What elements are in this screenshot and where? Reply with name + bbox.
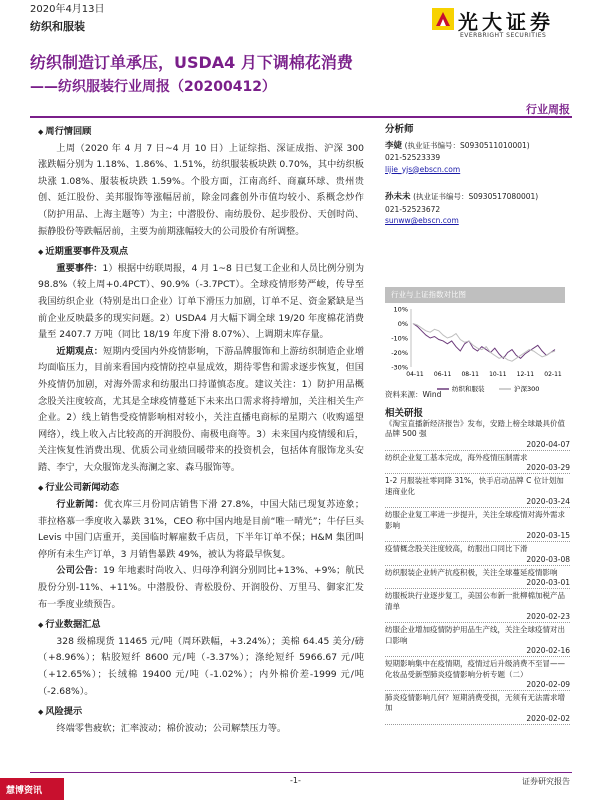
related-report-link[interactable]: 纺服企业增加疫情防护用品生产线，关注全球疫情对出口影响 — [385, 625, 565, 645]
analyst-card — [385, 191, 570, 227]
analyst-email-link[interactable]: sunww@ebscn.com — [385, 216, 459, 225]
section-paragraph — [38, 344, 364, 477]
paragraph-text: 328 级棉现货 11465 元/吨（周环跌幅，+3.24%）；美棉 64.45 美分/磅（+8.96%）；粘胶短纤 8600 元/吨（-3.37%）；涤纶短纤 5966.67 元/吨（+12.65%）；长绒棉 19400 元/吨（-1.02%）；内外棉价差-1999 元/吨（-2.68%）。 — [38, 635, 364, 697]
report-type: 行业周报 — [526, 103, 570, 116]
related-report-date: 2020-02-02 — [385, 714, 570, 725]
series-line-0 — [413, 324, 555, 359]
report-date: 2020年4月13日 — [30, 4, 105, 15]
analyst-name: 李婕 — [385, 140, 403, 151]
related-report-link[interactable]: 1-2 月服装社零同降 31%，快手启动品牌 C 位计划加速商业化 — [385, 476, 564, 496]
analyst-name: 孙未未 — [385, 192, 411, 202]
paragraph-text: 19 年地素时尚收入、归母净利润分别同比+13%、+9%；航民股份分别-11%、+11%。中潜股份、青松股份、开润股份、万里马、御家汇发布一季度业绩预告。 — [38, 565, 365, 610]
section-heading: ◆ 风险提示 — [38, 704, 364, 721]
analyst-card — [385, 140, 570, 176]
related-report-link[interactable]: 纺服板块行业逐步复工，美国公布新一批柳棉加税产品清单 — [385, 591, 565, 611]
legend-label: 沪深300 — [514, 385, 540, 393]
page-number: -1- — [290, 776, 301, 785]
section-heading: ◆ 近期重要事件及观点 — [38, 244, 364, 261]
section-heading: ◆ 行业公司新闻动态 — [38, 480, 364, 497]
brand-logo — [432, 4, 582, 44]
related-report-date: 2020-02-16 — [385, 646, 570, 657]
brand-name-cn: 光大证券 — [458, 10, 554, 34]
related-report-date: 2020-03-29 — [385, 463, 570, 474]
section-heading: ◆ 行业数据汇总 — [38, 617, 364, 634]
related-report-date: 2020-03-15 — [385, 531, 570, 542]
related-report-link[interactable]: 短期影响集中在疫情期，疫情过后升级消费不至冒——化妆品受新型肺炎疫情影响分析专题（二） — [385, 659, 565, 679]
chart-title: 行业与上证指数对比图 — [385, 287, 565, 303]
y-tick-label: -30% — [391, 363, 408, 372]
paragraph-text: 1）根据中纺联周报，4 月 1~8 日已复工企业和人员比例分别为 98.8%（较上周+0.4PCT）、90.9%（-3.7PCT）。全球疫情形势严峻，传导至我国纺织企业（特别是出口企业）订单下滑压力加剧，订单不足、资金紧缺是当前企业反映最多的现实问题。2）USDA4 月大幅下调全球 19/20 年度棉花消费量至 2407.7 万吨（同比 18/19 年度下滑 8.07%）、上调期末库存量。 — [38, 262, 365, 341]
section-heading: ◆ 周行情回顾 — [38, 124, 364, 141]
related-report-date: 2020-02-09 — [385, 680, 570, 691]
index-comparison-chart — [385, 287, 565, 399]
analyst-panel — [385, 124, 570, 227]
report-subtitle: ——纺织服装行业周报（20200412） — [30, 79, 276, 95]
paragraph-text: 短期内受国内外疫情影响，下游品牌服饰和上游纺织制造企业增均面临压力，目前来看国内疫情防控卓显成效，期待零售和需求逐步恢复，但国外疫情仍加剧，对海外需求和纺服出口持谨慎态度。建议关注：1）防护用品概念股关注度较高，尤其是全球疫情蔓延下未来出口需求将持增加，关注相关生产企业。2）线上销售受疫情影响相对较小，关注直播电商标的星期六（收购遥望网络），线上收入占比较高的开润股份、南极电商等。3）未来国内疫情缓和后，关注恢复性消费出现、优质公司业绩回暖带来的投资机会，包括体育服饰龙头安踏、李宁，大众服饰龙头海澜之家、森马服饰等。 — [38, 345, 365, 473]
paragraph-text: 上周（2020 年 4 月 7 日~4 月 10 日）上证综指、深证成指、沪深 300 涨跌幅分别为 1.18%、1.86%、1.51%，纺织服装板块跌 0.70%，其中纺织板块涨 1.08%、服装板块跌 1.59%。个股方面，江南高纤、商赢环球、贵州贵创、延江股份、美邦服饰等涨幅居前，除金同鑫创外市值均较小、系概念炒作（防护用品、上海主题等）为主；中潜股份、南纺股份、起步股份、天创时尚、振静股份等跌幅居前，主要为前期涨幅较大的公司股价有所调整。 — [38, 142, 364, 237]
related-report-link[interactable]: 疫情概念股关注度较高，纺服出口同比下滑 — [385, 544, 528, 554]
related-report-link[interactable]: 纺织企业复工基本完成，海外疫情压制需求 — [385, 452, 528, 462]
y-tick-label: -20% — [391, 349, 408, 357]
section-paragraph — [38, 497, 364, 563]
related-list — [385, 419, 570, 727]
related-report-date: 2020-03-24 — [385, 497, 570, 508]
analyst-phone: 021-52523672 — [385, 204, 441, 214]
footer-divider — [30, 772, 572, 773]
y-tick-label: -10% — [391, 334, 408, 343]
related-report-date: 2020-02-23 — [385, 612, 570, 623]
related-report-date: 2020-03-08 — [385, 555, 570, 566]
x-tick-label: 08-11 — [461, 371, 479, 378]
related-report-link[interactable]: 纺服企业复工率进一步提升，关注全球疫情对海外需求影响 — [385, 510, 565, 530]
y-tick-label: 0% — [397, 320, 408, 328]
x-tick-label: 12-11 — [516, 371, 535, 378]
brand-logo-icon — [432, 8, 454, 30]
related-report-link[interactable]: 纺织服装企业转产抗疫积极，关注全球蔓延疫情影响 — [385, 567, 558, 577]
report-category: 纺织和服装 — [30, 20, 85, 33]
header-divider — [30, 116, 572, 118]
related-heading: 相关研报 — [385, 408, 424, 419]
legend-label: 纺织和服装 — [452, 385, 485, 393]
paragraph-lead: 公司公告： — [56, 565, 104, 577]
section-paragraph — [38, 261, 364, 344]
section-paragraph — [38, 721, 364, 738]
brand-name-en: EVERBRIGHT SECURITIES — [460, 32, 547, 39]
related-report-date: 2020-03-01 — [385, 578, 570, 589]
paragraph-lead: 行业新闻： — [56, 499, 104, 511]
chart-plot — [385, 303, 565, 399]
watermark-badge: 慧博资讯 — [0, 778, 64, 800]
section-paragraph — [38, 634, 364, 700]
analyst-heading: 分析师 — [385, 124, 414, 135]
y-tick-label: 10% — [393, 305, 408, 314]
x-tick-label: 06-11 — [433, 371, 452, 378]
paragraph-text: 终端零售疲软；汇率波动；棉价波动；公司解禁压力等。 — [56, 722, 287, 734]
related-report-date: 2020-04-07 — [385, 440, 570, 451]
analyst-cert: (执业证书编号：S0930517080001) — [413, 192, 539, 201]
related-report-link[interactable]: 肺炎疫情影响几何？短期消费受损，无须有无法需求增加 — [385, 693, 565, 713]
paragraph-lead: 重要事件： — [56, 262, 103, 274]
related-report-link[interactable]: 《淘宝直播新经济报告》发布，安踏上榜全球最具价值品牌 500 强 — [385, 419, 565, 439]
section-paragraph — [38, 141, 364, 241]
paragraph-lead: 近期观点： — [56, 345, 104, 357]
section-paragraph — [38, 563, 364, 613]
analyst-phone: 021-52523339 — [385, 153, 441, 162]
footer-label: 证券研究报告 — [522, 777, 570, 786]
chart-source: 资料来源：Wind — [385, 390, 442, 399]
x-tick-label: 04-11 — [406, 371, 424, 378]
x-tick-label: 10-11 — [489, 371, 507, 378]
series-line-1 — [413, 324, 555, 362]
main-column — [38, 124, 364, 737]
paragraph-text: 优衣库三月份同店销售下滑 27.8%，中国大陆已现复苏迹象；菲拉格慕一季度收入暴跌 31%，CEO 称中国内地是目前“唯一晴光”；牛仔巨头 Levis 中国门店重开，美国临时解雇数千店员，下半年订单不保；H&M 集团叫停所有未生产订单，3 月销售暴跌 49%，被认为将最早恢复。 — [38, 499, 365, 560]
x-tick-label: 02-11 — [544, 371, 562, 378]
analyst-cert: (执业证书编号：S0930511010001) — [404, 140, 530, 150]
analyst-email-link[interactable]: lijie_yjs@ebscn.com — [385, 164, 461, 174]
report-title: 纺织制造订单承压，USDA4 月下调棉花消费 — [30, 53, 353, 72]
